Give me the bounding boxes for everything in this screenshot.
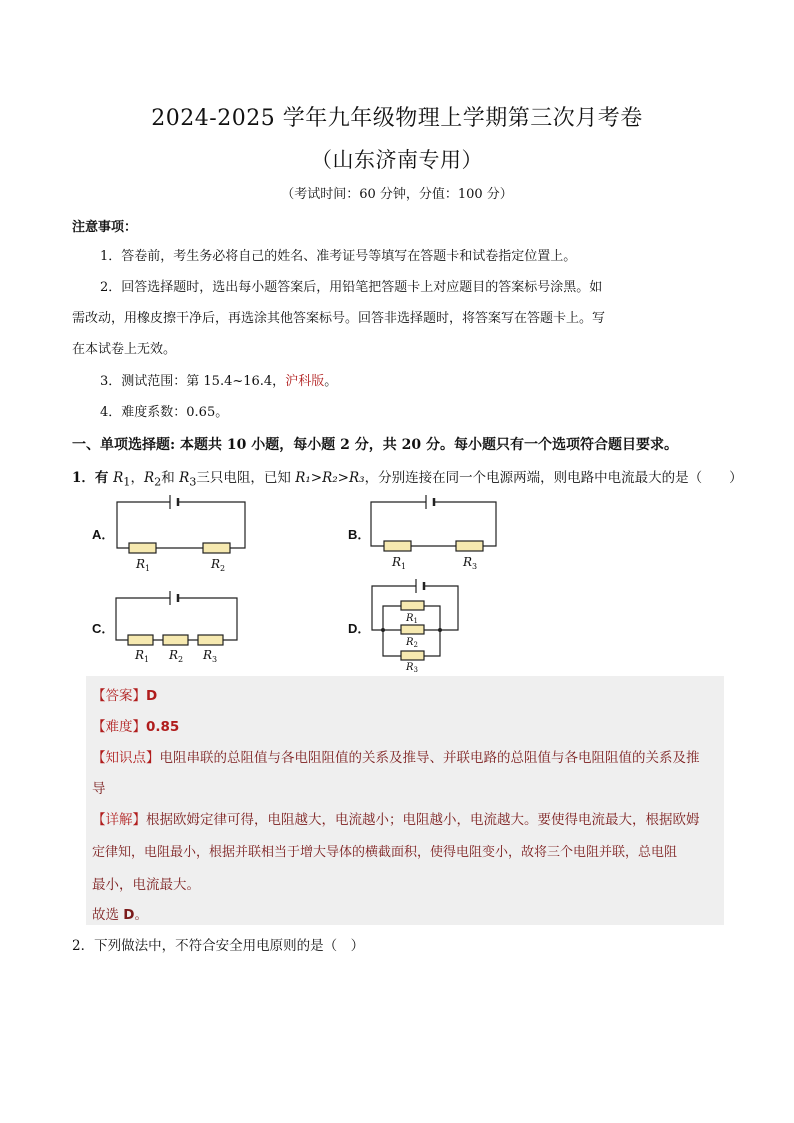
q1-r3: R — [179, 470, 190, 486]
knowledge-line-2: 导 — [92, 781, 106, 797]
q1-stem-a: 1．有 — [72, 470, 114, 486]
q1-comparison: R₁>R₂>R₃ — [295, 470, 365, 486]
q1-stem-d: 三只电阻，已知 — [196, 470, 296, 486]
difficulty-line — [92, 715, 179, 735]
resistor-c-3 — [198, 635, 223, 645]
label-d-r3: $R_3$ — [406, 662, 418, 674]
notice-item-2-line-3: 在本试卷上无效。 — [72, 342, 177, 357]
label-b-r3: $R_3$ — [463, 555, 478, 571]
resistor-d-1 — [401, 601, 424, 610]
detail-line-3: 最小，电流最大。 — [92, 877, 200, 893]
section-heading: 一、单项选择题: 本题共 10 小题，每小题 2 分，共 20 分。每小题只有一个选项符合题目要求。 — [72, 437, 678, 453]
detail-label: 【详解】 — [92, 812, 146, 828]
circuit-a — [117, 495, 245, 553]
exam-subtitle: （山东济南专用） — [311, 148, 483, 172]
q1-stem-c: 和 — [161, 470, 180, 486]
notice-item-3-edition: 沪科版 — [285, 374, 325, 389]
answer-value: D — [146, 688, 158, 704]
answer-line — [92, 684, 157, 704]
notice-item-2-line-2: 需改动，用橡皮擦干净后，再选涂其他答案标号。回答非选择题时，将答案写在答题卡上。写 — [72, 311, 606, 326]
q1-r3-sub: 3 — [189, 475, 197, 489]
label-c-r2: $R_2$ — [169, 648, 184, 664]
resistor-a-2 — [203, 543, 230, 553]
knowledge-text-1: 电阻串联的总阻值与各电阻阻值的关系及推导、并联电路的总阻值与各电阻阻值的关系及推 — [159, 750, 700, 766]
knowledge-label: 【知识点】 — [92, 750, 160, 766]
exam-info: （考试时间：60 分钟，分值：100 分） — [281, 187, 513, 202]
question-2-stem: 2．下列做法中，不符合安全用电原则的是（ ） — [72, 938, 365, 954]
circuit-b — [371, 495, 496, 551]
conclusion-suffix: 。 — [134, 907, 149, 923]
q1-stem-e: ，分别连接在同一个电源两端，则电路中电流最大的是（ ） — [364, 470, 743, 486]
exam-title: 2024-2025 学年九年级物理上学期第三次月考卷 — [151, 106, 643, 131]
q1-r1-sub: 1 — [123, 475, 131, 489]
resistor-c-1 — [128, 635, 153, 645]
conclusion-line — [92, 903, 148, 923]
q1-r2-sub: 2 — [154, 475, 162, 489]
label-d-r1: $R_1$ — [406, 613, 418, 625]
circuit-c — [116, 591, 237, 645]
detail-line-2: 定律知，电阻最小，根据并联相当于增大导体的横截面积，使得电阻变小，故将三个电阻并联，总电阻 — [92, 845, 678, 860]
resistor-b-1 — [384, 541, 411, 551]
detail-text-1: 根据欧姆定律可得，电阻越大，电流越小；电阻越小，电流越大。要使得电流最大，根据欧姆 — [146, 812, 700, 828]
notice-item-3-suffix: 。 — [324, 374, 338, 389]
answer-label: 【答案】 — [92, 688, 146, 704]
q1-stem-b: ， — [130, 470, 144, 486]
label-a-r1: $R_1$ — [136, 557, 151, 573]
resistor-c-2 — [163, 635, 188, 645]
resistor-d-2 — [401, 625, 424, 634]
difficulty-label: 【难度】 — [92, 719, 146, 735]
junction-node-left — [381, 628, 385, 632]
option-b-label: B． — [348, 527, 371, 542]
knowledge-line-1 — [92, 746, 700, 766]
label-c-r3: $R_3$ — [203, 648, 218, 664]
label-c-r1: $R_1$ — [135, 648, 150, 664]
q1-r1: R — [113, 470, 124, 486]
resistor-b-3 — [456, 541, 483, 551]
q1-r2: R — [143, 470, 155, 486]
conclusion-answer: D — [123, 907, 135, 923]
notice-item-4: 4．难度系数：0.65。 — [100, 405, 229, 420]
option-c-label: C． — [92, 621, 115, 636]
difficulty-value: 0.85 — [146, 719, 180, 735]
label-a-r2: $R_2$ — [211, 557, 226, 573]
label-b-r1: $R_1$ — [392, 555, 407, 571]
conclusion-prefix: 故选 — [92, 907, 124, 923]
notice-item-1: 1．答卷前，考生务必将自己的姓名、准考证号等填写在答题卡和试卷指定位置上。 — [100, 249, 577, 264]
notice-heading: 注意事项： — [72, 220, 138, 235]
label-d-r2: $R_2$ — [406, 637, 418, 649]
detail-line-1 — [92, 808, 700, 828]
option-a-label: A． — [92, 527, 115, 542]
junction-node-right — [438, 628, 442, 632]
option-d-label: D． — [348, 621, 371, 636]
notice-item-3-prefix: 3．测试范围：第 15.4~16.4， — [100, 374, 286, 389]
resistor-a-1 — [129, 543, 156, 553]
resistor-d-3 — [401, 651, 424, 660]
notice-item-2-line-1: 2．回答选择题时，选出每小题答案后，用铅笔把答题卡上对应题目的答案标号涂黑。如 — [100, 280, 603, 295]
